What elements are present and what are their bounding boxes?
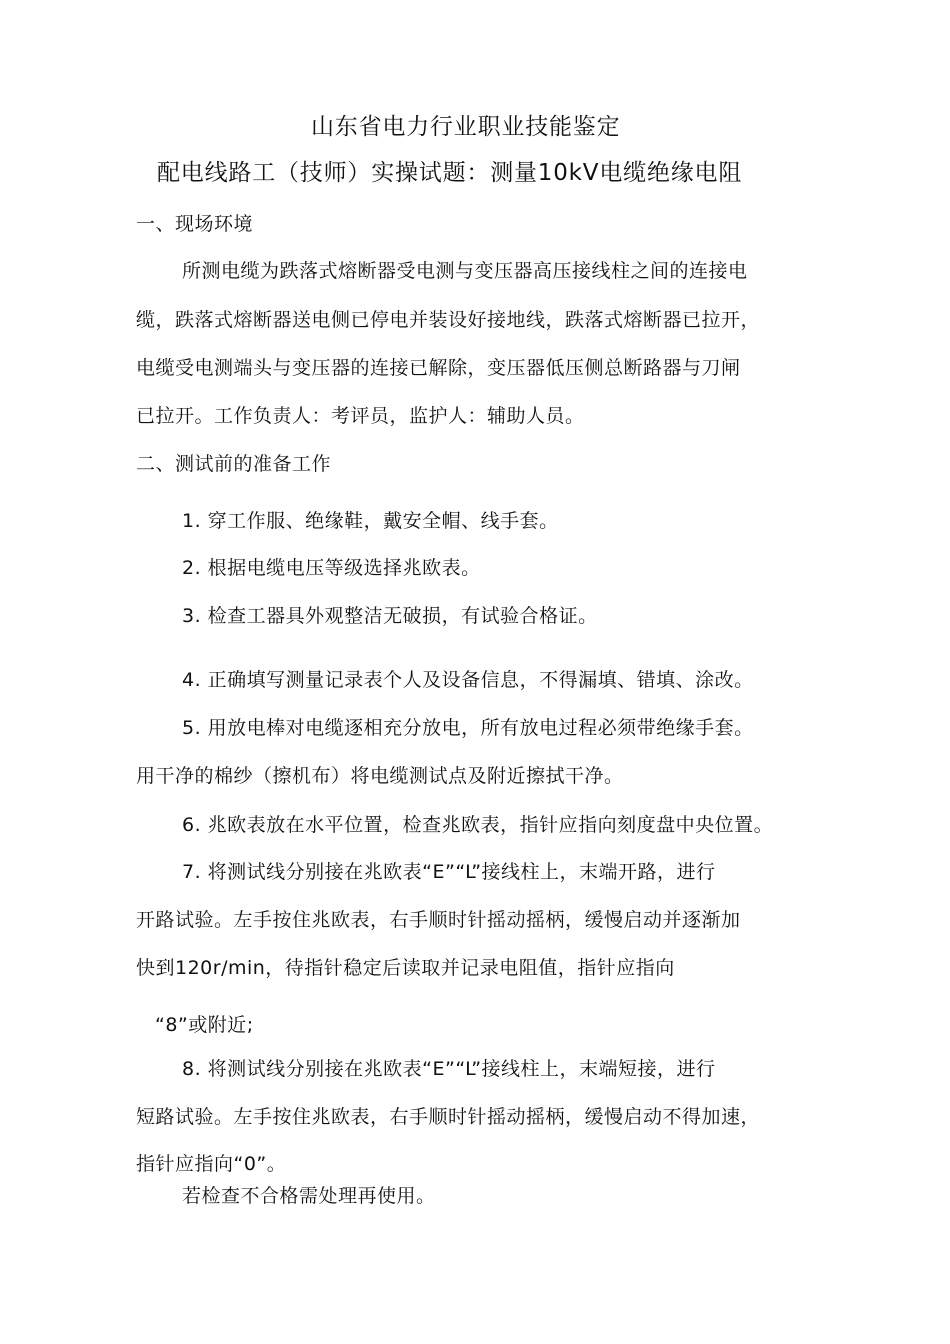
section-heading-environment: 一、现场环境 <box>136 213 254 235</box>
list-item: 1. 穿工作服、绝缘鞋，戴安全帽、线手套。 <box>182 510 559 532</box>
page-subtitle: 配电线路工（技师）实操试题：测量10kV电缆绝缘电阻 <box>157 160 743 186</box>
paragraph-line: 已拉开。工作负责人：考评员，监护人：辅助人员。 <box>136 405 585 427</box>
list-item: 8. 将测试线分别接在兆欧表“E”“L”接线柱上，末端短接，进行 <box>182 1058 716 1080</box>
list-item: 7. 将测试线分别接在兆欧表“E”“L”接线柱上，末端开路，进行 <box>182 861 716 883</box>
list-item-continuation: 开路试验。左手按住兆欧表，右手顺时针摇动摇柄，缓慢启动并逐渐加 <box>136 909 741 931</box>
list-item: 3. 检查工器具外观整洁无破损，有试验合格证。 <box>182 605 598 627</box>
page-title: 山东省电力行业职业技能鉴定 <box>311 114 621 140</box>
list-item-continuation: “8”或附近; <box>155 1014 254 1036</box>
list-item: 2. 根据电缆电压等级选择兆欧表。 <box>182 557 481 579</box>
list-item: 5. 用放电棒对电缆逐相充分放电，所有放电过程必须带绝缘手套。 <box>182 717 754 739</box>
paragraph-line: 缆，跌落式熔断器送电侧已停电并装设好接地线，跌落式熔断器已拉开， <box>136 309 761 331</box>
paragraph-line: 电缆受电测端头与变压器的连接已解除，变压器低压侧总断路器与刀闸 <box>136 357 741 379</box>
list-item-continuation: 指针应指向“0”。 <box>136 1153 287 1175</box>
list-item-continuation: 快到120r/min，待指针稳定后读取并记录电阻值，指针应指向 <box>136 957 675 979</box>
closing-note: 若检查不合格需处理再使用。 <box>182 1185 436 1207</box>
list-item: 4. 正确填写测量记录表个人及设备信息，不得漏填、错填、涂改。 <box>182 669 754 691</box>
list-item-continuation: 用干净的棉纱（擦机布）将电缆测试点及附近擦拭干净。 <box>136 765 624 787</box>
section-heading-preparation: 二、测试前的准备工作 <box>136 453 332 475</box>
list-item-continuation: 短路试验。左手按住兆欧表，右手顺时针摇动摇柄，缓慢启动不得加速， <box>136 1106 761 1128</box>
paragraph-line: 所测电缆为跌落式熔断器受电测与变压器高压接线柱之间的连接电 <box>182 260 748 282</box>
list-item: 6. 兆欧表放在水平位置，检查兆欧表，指针应指向刻度盘中央位置。 <box>182 814 774 836</box>
